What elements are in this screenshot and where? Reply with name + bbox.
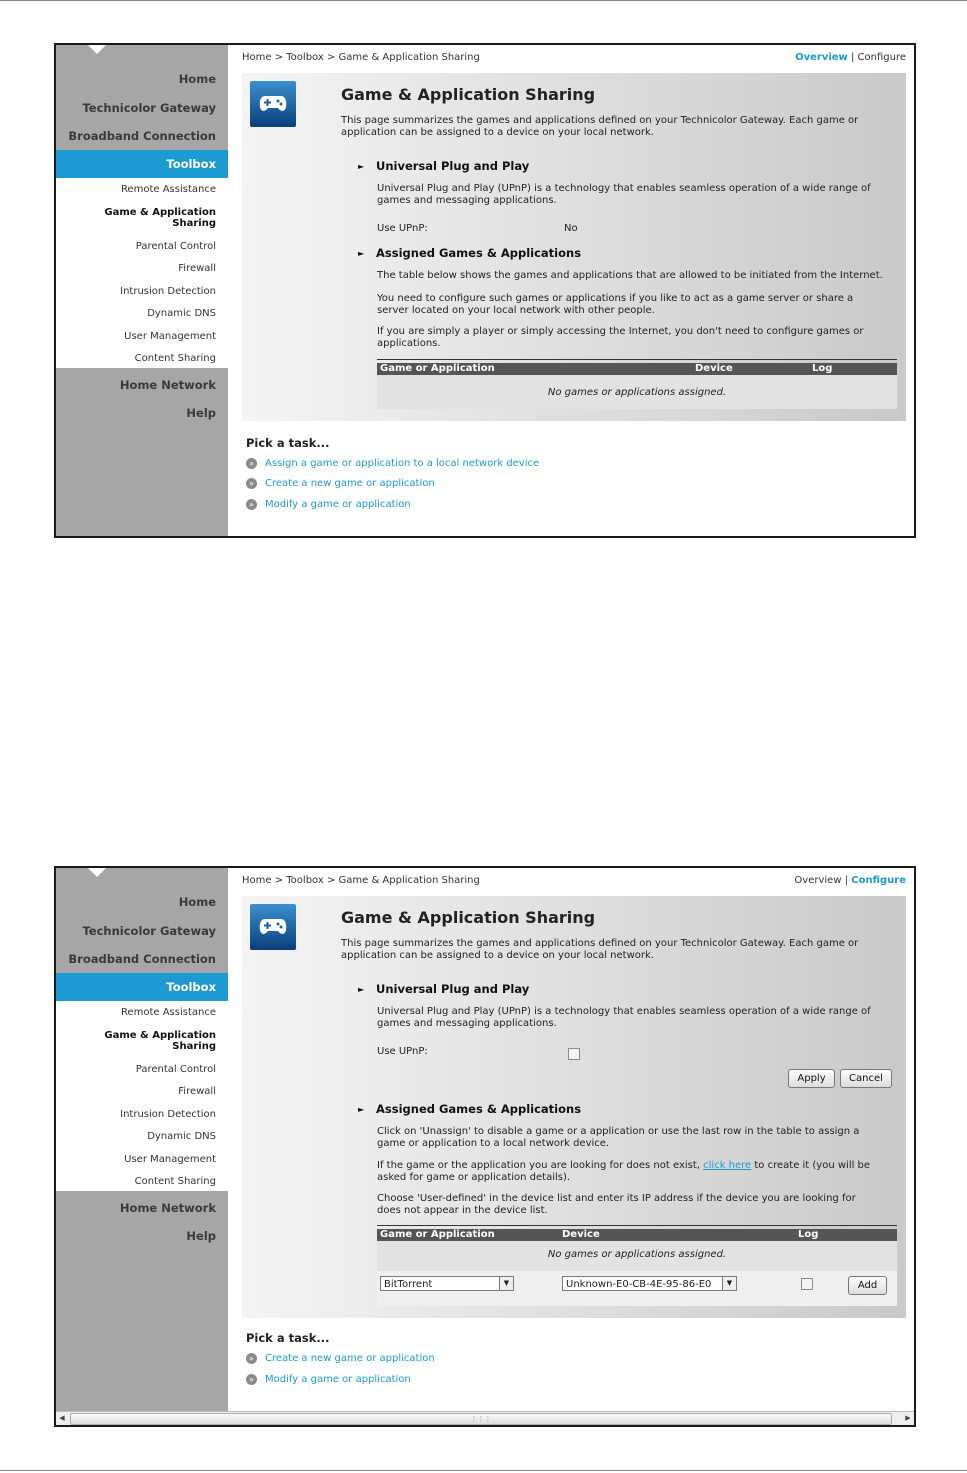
subnav-intrusion-detection[interactable]: Intrusion Detection [120, 286, 216, 297]
tab-separator: | [850, 52, 855, 63]
assignments-table-header [377, 1229, 897, 1241]
task-label: Assign a game or application to a local network device [265, 458, 540, 469]
nav-toolbox[interactable]: Toolbox [56, 150, 228, 178]
chevron-right-icon: » [246, 478, 257, 489]
tab-overview[interactable]: Overview [795, 52, 848, 63]
assigned-p3 [377, 326, 864, 350]
main-content [242, 45, 906, 536]
assigned-p2-before: If the game or the application you are looking for does not exist, [377, 1160, 700, 1171]
view-tabs [795, 52, 906, 63]
intro-text [341, 938, 858, 962]
game-select-value: BitTorrent [384, 1279, 433, 1290]
apply-button[interactable]: Apply [788, 1069, 835, 1088]
task-label: Create a new game or application [265, 478, 435, 489]
assigned-p2 [377, 1160, 870, 1184]
upnp-description [377, 1006, 871, 1030]
assigned-p2-line2: server located on your local network with other people. [377, 305, 655, 316]
assigned-p2-line1: You need to configure such games or applications if you like to act as a game server or share a [377, 293, 854, 304]
page-title: Game & Application Sharing [341, 85, 596, 104]
subnav-label-line2: Sharing [172, 218, 216, 229]
assigned-p1 [377, 1126, 859, 1150]
col-log: Log [798, 1229, 819, 1240]
assigned-p3 [377, 1193, 856, 1217]
col-log: Log [812, 363, 833, 374]
assignments-table-header [377, 363, 897, 375]
nav-technicolor-gateway[interactable]: Technicolor Gateway [82, 924, 216, 938]
subnav-firewall[interactable]: Firewall [178, 1086, 216, 1097]
intro-line1: This page summarizes the games and applications defined on your Technicolor Gateway. Each game or [341, 115, 859, 126]
nav-broadband-connection[interactable]: Broadband Connection [68, 952, 216, 966]
scrollbar-thumb[interactable]: ⋮⋮⋮ [70, 1413, 892, 1425]
subnav-firewall[interactable]: Firewall [178, 263, 216, 274]
nav-home-network[interactable]: Home Network [119, 378, 216, 392]
assigned-p3-line1: Choose 'User-defined' in the device list and enter its IP address if the device you are looking for [377, 1193, 856, 1204]
gamepad-icon [250, 904, 296, 950]
tasks-title: Pick a task... [246, 1331, 330, 1345]
scroll-left-icon[interactable]: ◀ [59, 1414, 65, 1422]
page-bottom-rule [0, 1470, 967, 1471]
assigned-p3-line2: applications. [377, 338, 441, 349]
table-top-border [377, 1225, 897, 1226]
task-label: Modify a game or application [265, 499, 411, 510]
nav-home-network[interactable]: Home Network [119, 1201, 216, 1215]
table-empty-message: No games or applications assigned. [547, 1249, 727, 1260]
breadcrumb: Home > Toolbox > Game & Application Sharing [242, 52, 480, 63]
subnav-content-sharing[interactable]: Content Sharing [134, 1176, 216, 1187]
device-select[interactable] [562, 1276, 737, 1291]
tab-overview[interactable]: Overview [794, 875, 842, 886]
upnp-desc-line2: games and messaging applications. [377, 1018, 557, 1029]
triangle-bullet-icon: ► [358, 162, 365, 171]
assigned-p1-line2: game or application to a local network device. [377, 1138, 610, 1149]
task-create-game[interactable] [246, 477, 435, 491]
assigned-heading: Assigned Games & Applications [376, 246, 582, 260]
assigned-p3-line1: If you are simply a player or simply accessing the Internet, you don't need to configure games or [377, 326, 864, 337]
assigned-p1: The table below shows the games and applications that are allowed to be initiated from the Internet. [377, 270, 883, 281]
subnav-remote-assistance[interactable]: Remote Assistance [120, 184, 216, 195]
chevron-right-icon: » [246, 499, 257, 510]
sidebar [56, 45, 228, 536]
device-select-value: Unknown-E0-CB-4E-95-86-E0 [566, 1279, 712, 1290]
subnav-remote-assistance[interactable]: Remote Assistance [120, 1007, 216, 1018]
sidebar-notch [88, 868, 106, 877]
sidebar [56, 868, 228, 1425]
tab-separator: | [844, 875, 849, 886]
screenshot-configure [54, 866, 916, 1427]
task-modify-game[interactable] [246, 1373, 411, 1387]
subnav-label-line1: Game & Application [104, 207, 216, 218]
tab-configure[interactable]: Configure [851, 875, 906, 886]
upnp-label: Use UPnP: [377, 1046, 428, 1057]
gamepad-glyph [259, 918, 287, 936]
log-checkbox[interactable] [801, 1278, 813, 1290]
table-empty-message: No games or applications assigned. [547, 387, 727, 398]
upnp-checkbox[interactable] [568, 1048, 580, 1060]
toolbox-submenu [56, 178, 228, 368]
subnav-content-sharing[interactable]: Content Sharing [134, 353, 216, 364]
tab-configure[interactable]: Configure [857, 52, 906, 63]
triangle-bullet-icon: ► [358, 985, 365, 994]
screenshot-overview [54, 43, 916, 538]
game-select[interactable] [380, 1276, 514, 1291]
task-label: Modify a game or application [265, 1374, 411, 1385]
nav-broadband-connection[interactable]: Broadband Connection [68, 129, 216, 143]
assigned-p3-line2: does not appear in the device list. [377, 1205, 548, 1216]
triangle-bullet-icon: ► [358, 249, 365, 258]
content-panel [242, 73, 906, 421]
upnp-description [377, 183, 871, 207]
task-assign-game[interactable] [246, 457, 539, 471]
sidebar-notch [88, 45, 106, 54]
page-top-rule [0, 0, 967, 1]
page-title: Game & Application Sharing [341, 908, 596, 927]
col-game: Game or Application [380, 1229, 495, 1240]
subnav-intrusion-detection[interactable]: Intrusion Detection [120, 1109, 216, 1120]
nav-home[interactable]: Home [178, 72, 216, 86]
chevron-down-icon: ▼ [499, 1277, 513, 1290]
upnp-value: No [564, 223, 578, 234]
subnav-game-application-sharing[interactable] [104, 1030, 216, 1052]
horizontal-scrollbar[interactable] [56, 1411, 914, 1425]
task-create-game[interactable] [246, 1352, 435, 1366]
upnp-desc-line1: Universal Plug and Play (UPnP) is a technology that enables seamless operation of a wide range of [377, 1006, 871, 1017]
assigned-heading: Assigned Games & Applications [376, 1102, 582, 1116]
assigned-p2-after: to create it (you will be [754, 1160, 871, 1171]
assigned-p1-line1: Click on 'Unassign' to disable a game or a application or use the last row in the table to assign a [377, 1126, 860, 1137]
main-content [242, 868, 906, 1411]
intro-line2: application can be assigned to a device on your local network. [341, 950, 654, 961]
subnav-dynamic-dns[interactable]: Dynamic DNS [147, 1131, 216, 1142]
task-label: Create a new game or application [265, 1353, 435, 1364]
upnp-heading: Universal Plug and Play [376, 982, 530, 996]
upnp-label: Use UPnP: [377, 223, 428, 234]
intro-text [341, 115, 858, 139]
upnp-desc-line1: Universal Plug and Play (UPnP) is a technology that enables seamless operation of a wide range of [377, 183, 871, 194]
chevron-down-icon: ▼ [722, 1277, 736, 1290]
col-device: Device [695, 363, 733, 374]
gamepad-glyph [259, 95, 287, 113]
subnav-parental-control[interactable]: Parental Control [135, 241, 216, 252]
task-modify-game[interactable] [246, 498, 411, 512]
click-here-link[interactable]: click here [703, 1160, 752, 1171]
upnp-heading: Universal Plug and Play [376, 159, 530, 173]
add-button[interactable]: Add [848, 1276, 887, 1295]
nav-toolbox[interactable]: Toolbox [56, 973, 228, 1001]
cancel-button[interactable]: Cancel [840, 1069, 892, 1088]
subnav-label-line1: Game & Application [104, 1030, 216, 1041]
assigned-p2-line2: asked for game or application details). [377, 1172, 571, 1183]
nav-home[interactable]: Home [178, 895, 216, 909]
gamepad-icon [250, 81, 296, 127]
nav-technicolor-gateway[interactable]: Technicolor Gateway [82, 101, 216, 115]
breadcrumb: Home > Toolbox > Game & Application Sharing [242, 875, 480, 886]
subnav-user-management[interactable]: User Management [124, 1154, 216, 1165]
chevron-right-icon: » [246, 1353, 257, 1364]
chevron-right-icon: » [246, 458, 257, 469]
col-device: Device [562, 1229, 600, 1240]
nav-help[interactable]: Help [186, 406, 216, 420]
table-top-border [377, 359, 897, 360]
assignments-table-body [377, 375, 897, 409]
view-tabs [794, 875, 906, 886]
subnav-game-application-sharing[interactable] [104, 207, 216, 229]
intro-line2: application can be assigned to a device on your local network. [341, 127, 654, 138]
triangle-bullet-icon: ► [358, 1105, 365, 1114]
scroll-right-icon[interactable]: ▶ [905, 1414, 911, 1422]
nav-help[interactable]: Help [186, 1229, 216, 1243]
upnp-desc-line2: games and messaging applications. [377, 195, 557, 206]
content-panel [242, 896, 906, 1318]
col-game: Game or Application [380, 363, 495, 374]
subnav-parental-control[interactable]: Parental Control [135, 1064, 216, 1075]
tasks-title: Pick a task... [246, 436, 330, 450]
subnav-dynamic-dns[interactable]: Dynamic DNS [147, 308, 216, 319]
assigned-p2-line1 [377, 1160, 870, 1172]
chevron-right-icon: » [246, 1374, 257, 1385]
subnav-label-line2: Sharing [172, 1041, 216, 1052]
subnav-user-management[interactable]: User Management [124, 331, 216, 342]
intro-line1: This page summarizes the games and applications defined on your Technicolor Gateway. Each game or [341, 938, 859, 949]
assignments-table-body [377, 1241, 897, 1306]
assigned-p2 [377, 293, 853, 317]
toolbox-submenu [56, 1001, 228, 1191]
